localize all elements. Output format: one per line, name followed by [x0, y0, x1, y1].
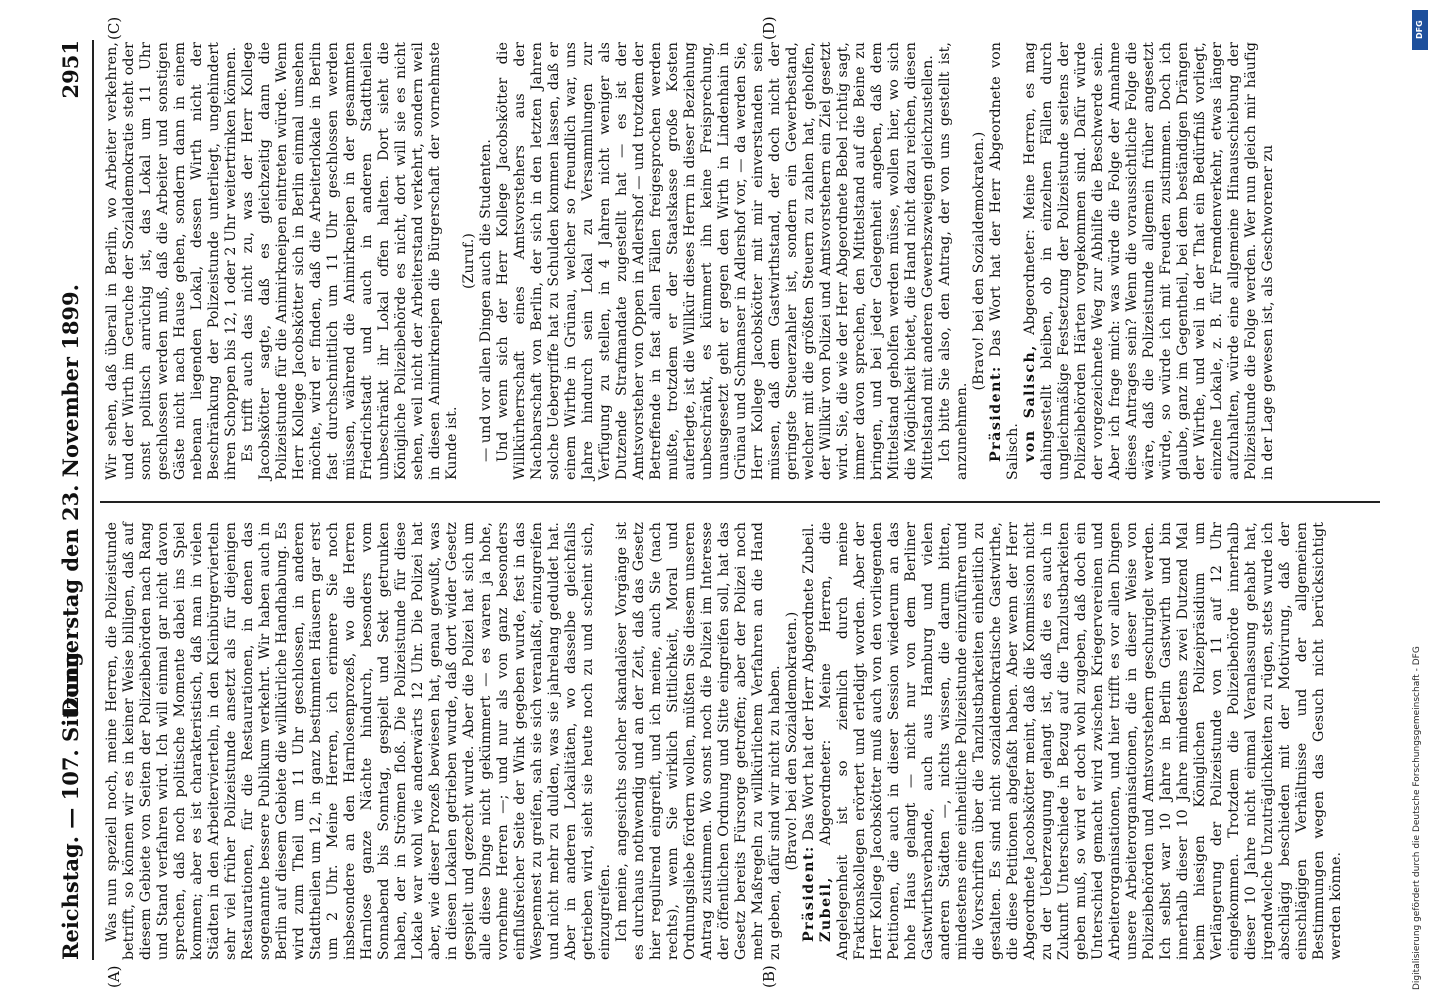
interjection-note: (Zuruf.) — [461, 232, 477, 290]
left-column — [104, 522, 1345, 960]
speech-text: Das Wort hat der Herr Abgeordnete Zubeil. — [801, 522, 817, 841]
header-rule — [92, 40, 94, 960]
paragraph: Und wenn sich der Herr Kollege Jacobskötter die Willkürherrschaft eines Amtsvorstehers aus der Nachbarschaft von Berlin, der sich in den letzten Jahren solche Uebergriffe hat zu Schulden kommen lassen, daß er einem Wirthe in Grünau, welcher so freundlich war, uns Jahre hindurch sein Lokal zu Versammlungen zur Verfügung zu stellen, in 4 Jahren nicht weniger als Dutzende Strafmandate zugestellt hat — es ist der Amtsvorsteher von Oppen in Adlershof — und trotzdem der Betreffende in fast allen Fällen freigesprochen werden mußte, trotzdem er der Staatskasse große Kosten auferlegte, ist die Willkür dieses Herrn in dieser Beziehung unbeschränkt, es kümmert ihn keine Freisprechung, unausgesetzt geht er gegen den Wirth in Lindenhain in Grünau und Schmanser in Adlershof vor, — da werden Sie, Herr Kollege Jacobskötter mit mir einverstanden sein müssen, daß dem Gastwirthstand, der doch nicht der geringste Steuerzahler ist, sondern ein Gewerbestand, welcher mit die größten Steuern zu zahlen hat, geholfen, der Willkür von Polizei und Amtsvorstehern ein Ziel gesetzt wird. Sie, die wie der Herr Abgeordnete Bebel richtig sagt, immer davon sprechen, den Mittelstand auf die Beine zu bringen, und bei jeder Gelegenheit angeben, daß dem Mittelstand geholfen werden müsse, wollen hier, wo sich die Möglichkeit bietet, die Hand nicht dazu reichen, diesen Mittelstand mit anderen Gewerbszweigen gleichzustellen. — [495, 42, 936, 480]
digitization-sidebar — [1410, 10, 1428, 990]
page-header — [58, 40, 88, 960]
margin-mark-a: (A) — [105, 965, 123, 988]
speaker-name: Präsident: — [988, 365, 1004, 462]
margin-mark-c: (C) — [105, 16, 123, 40]
paragraph: — und vor allen Dingen auch die Studenten. — [478, 139, 494, 462]
header-date: Donnerstag den 23. November 1899. — [58, 284, 83, 716]
margin-mark-d: (D) — [760, 16, 778, 40]
paragraph: Ich bitte Sie also, den Antrag, der von uns gestellt ist, anzunehmen. — [937, 42, 970, 480]
speech-text: Abgeordneter: Meine Herren, es mag dahingestellt bleiben, ob in einzelnen Fällen durch ungleichmäßige Festsetzung der Polizeistunde seitens der Polizeibehörden Härten vorgekommen sind. Dafür würde der vorgezeichnete Weg zur Abhilfe die Beschwerde sein. Aber ich frage mich: was würde die Folge der Annahme dieses Antrages sein? Wenn die voraussichtliche Folge die wäre, daß die Polizeistunde allgemein früher angesetzt würde, so würde ich mit Freuden zustimmen. Doch ich glaube, ganz im Gegentheil, bei dem beständigen Drängen der Wirthe, und weil in der That ein Bedürfniß vorliegt, einzelne Lokale, z. B. für Fremdenverkehr, etwas länger aufzuhalten, würde eine allgemeine Hinausschiebung der Polizeistunde die Folge werden. Wer nun gleich mir häufig in der Lage gewesen ist, als Geschworener zu — [1022, 42, 1276, 480]
applause-note: (Bravo! bei den Sozialdemokraten.) — [971, 131, 987, 391]
paragraph: Ich meine, angesichts solcher skandalöser Vorgänge ist es durchaus nothwendig und an der Zeit, daß das Gesetz hier regulirend eingreift, und ich meine, auch Sie (nach rechts), wenn Sie wirklich Sittlichkeit, Moral und Ordnungsliebe fördern wollen, müßten Sie diesem unseren Antrag zustimmen. Wo sonst noch die Polizei im Interesse der öffentlichen Ordnung und Sitte eingreifen soll, hat das Gesetz bereits Fürsorge getroffen; aber der Polizei noch mehr Maßregeln zu willkürlichem Verfahren an die Hand zu geben, dafür sind wir nicht zu haben. — [614, 522, 783, 960]
paragraph: Wir sehen, daß überall in Berlin, wo Arbeiter verkehren, und der Wirth im Geruche der Sozialdemokratie steht oder sonst politisch anrüchig ist, das Lokal um 11 Uhr geschlossen werden muß, daß die Arbeiter und sonstigen Gäste nicht nach Hause gehen, sondern dann in einem nebenan liegenden Lokal, dessen Wirth nicht der Beschränkung der Polizeistunde unterliegt, ungehindert ihren Schoppen bis 12, 1 oder 2 Uhr weitertrinken können. — [104, 42, 239, 480]
right-column — [104, 42, 1277, 480]
digitization-credit: Digitalisierung gefördert durch die Deutsche Forschungsgemeinschaft - DFG — [1412, 646, 1422, 990]
speech-text: Abgeordneter: Meine Herren, die Angelegenheit ist so ziemlich durch meine Fraktionskollegen erörtert und erledigt worden. Aber der Herr Kollege Jacobskötter muß auch von den vorliegenden Petitionen, die auch in dieser Session wiederum an das hohe Haus gelangt — nicht nur von dem Berliner Gastwirthsverbande, auch aus Hamburg und vielen anderen Städten —, nichts wissen, die darum bitten, mindestens eine einheitliche Polizeistunde einzuführen und die Vorschriften über die Tanzlustbarkeiten einheitlich zu gestalten. Es sind nicht sozialdemokratische Gastwirthe, die diese Petitionen abgefaßt haben. Aber wenn der Herr Abgeordnete Jacobskötter meint, daß die Kommission nicht zu der Ueberzeugung gelangt ist, daß die es auch in Zukunft Unterschiede in Bezug auf die Tanzlustbarkeiten geben muß, so wird er doch wohl zugeben, daß doch ein Unterschied gemacht wird zwischen Kriegervereinen und Arbeiterorganisationen, und hier trifft es vor allen Dingen unsere Arbeiterorganisationen, die in dieser Weise von Polizeibehörden und Amtsvorstehern geschurigelt werden. Ich selbst war 10 Jahre in Berlin Gastwirth und bin innerhalb dieser 10 Jahre mindestens zwei Dutzend Mal beim hiesigen Königlichen Polizeipräsidium um Verlängerung der Polizeistunde von 11 auf 12 Uhr eingekommen. Trotzdem die Polizeibehörde innerhalb dieser 10 Jahre nicht einmal Veranlassung gehabt hat, irgendwelche Unzuträglichkeiten zu rügen, stets wurde ich abschlägig beschieden mit der Motivirung, daß der einschlägigen Verhältnisse und der allgemeinen Bestimmungen wegen das Gesuch nicht berücksichtigt werden könne. — [818, 522, 1344, 960]
speaker-name: Zubeil, — [818, 876, 834, 942]
dfg-logo: DFG — [1412, 10, 1428, 50]
speech-text: Das Wort hat der Herr Abgeordnete von Salisch. — [988, 42, 1021, 480]
paragraph — [1022, 42, 1277, 480]
paragraph — [818, 522, 1345, 960]
paragraph: Es trifft auch das nicht zu, was der Herr Kollege Jacobskötter sagte, daß es gleichzeitig dann die Polizeistunde für die Animirkneipen eintreten würde. Wenn Herr Kollege Jacobskötter sich in Berlin einmal umsehen möchte, wird er finden, daß die Arbeiterlokale in Berlin fast durchschnittlich um 11 Uhr geschlossen werden müssen, während die Animirkneipen in der gesammten Friedrichstadt und auch in anderen Stadttheilen unbeschränkt ihr Lokal offen halten. Dort sieht die Königliche Polizeibehörde es nicht, dort will sie es nicht sehen, weil nicht der Arbeiterstand verkehrt, sondern weil in diesen Animirkneipen die Bürgerschaft der vornehmste Kunde ist. — [240, 42, 460, 480]
paragraph: Was nun speziell noch, meine Herren, die Polizeistunde betrifft, so können wir es in keiner Weise billigen, daß auf diesem Gebiete von Seiten der Polizeibehörden nach Rang und Stand verfahren wird. Ich will einmal gar nicht davon sprechen, daß noch politische Momente dabei ins Spiel kommen; aber es ist charakteristisch, daß man in vielen Städten in den Arbeitervierteln, in den Kleinbürgervierteln sehr viel früher Polizeistunde ansetzt als für diejenigen Restaurationen, für die Restaurationen, in denen das sogenannte bessere Publikum verkehrt. Wir haben auch in Berlin auf diesem Gebiete die willkürliche Handhabung. Es wird zum Theil um 11 Uhr geschlossen, in anderen Stadttheilen um 12, in ganz bestimmten Häusern gar erst um 2 Uhr. Meine Herren, ich erinnere Sie noch insbesondere an den Harnlosenprozeß, wo die Herren Harnlose ganze Nächte hindurch, besonders vom Sonnabend bis Sonntag, gespielt und Sekt getrunken haben, der in Strömen floß. Die Polizeistunde für diese Lokale war wohl wie anderwärts 12 Uhr. Die Polizei hat aber, wie dieser Prozeß bewiesen hat, genau gewußt, was in diesen Lokalen getrieben wurde, daß dort wider Gesetz gespielt und gezecht wurde. Aber die Polizei hat sich um alle diese Dinge nicht gekümmert — es waren ja hohe, vornehme Herren —; und nur als von ganz besonders einflußreicher Seite der Wink gegeben wurde, fest in das Wespennest zu greifen, sah sie sich veranlaßt, einzugreifen und nicht mehr zu dulden, was sie jahrelang geduldet hat. Aber in anderen Lokalitäten, wo dasselbe gleichfalls getrieben wird, sieht sie heute noch zu und scheint sich, einzugreifen. — [104, 522, 613, 960]
applause-note: (Bravo! bei den Sozialdemokraten.) — [784, 611, 800, 871]
margin-mark-b: (B) — [760, 965, 778, 988]
page-number: 2951 — [58, 40, 83, 99]
paragraph — [988, 42, 1022, 480]
header-left: Reichstag. — 107. Sitzung. — [58, 644, 83, 960]
column-divider — [100, 501, 1380, 503]
paragraph — [801, 522, 818, 960]
speaker-name: Präsident: — [801, 845, 817, 942]
speaker-name: von Salisch, — [1022, 344, 1038, 462]
